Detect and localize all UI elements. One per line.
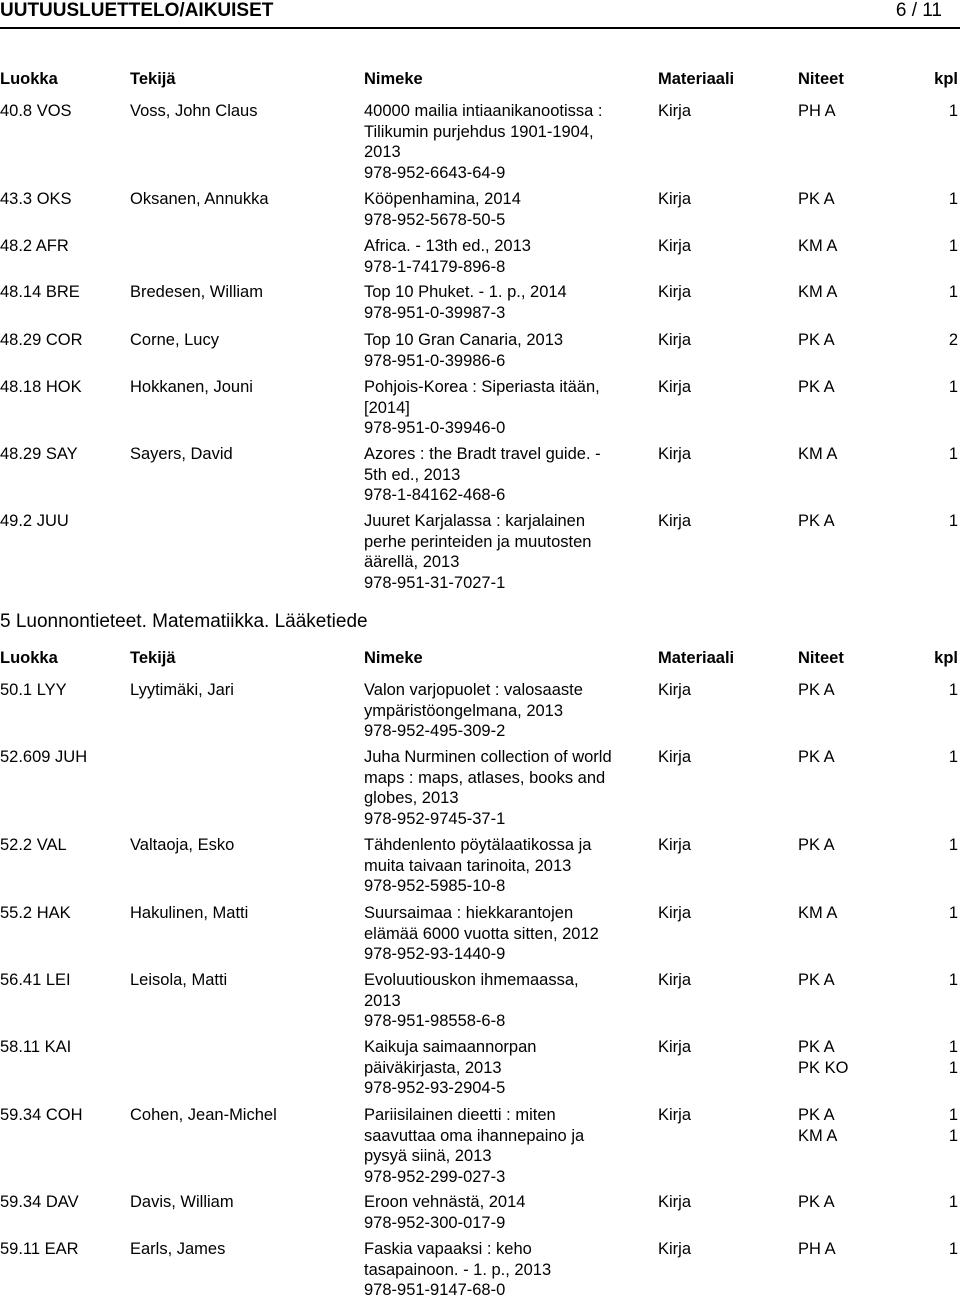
nimeke-cell-line: ympäristöongelmana, 2013 [364,701,564,720]
kpl-cell-line: 1 [948,102,958,120]
kpl-cell-line: 1 [948,237,958,255]
niteet-cell-line: PH A [798,1240,836,1258]
header-divider [0,27,960,29]
nimeke-cell [364,903,646,965]
luokka-cell: 52.609 JUH [0,748,88,766]
luokka-cell: 43.3 OKS [0,190,72,208]
kpl-cell-line: 1 [948,445,958,463]
kpl-cell-line: 1 [948,378,958,396]
nimeke-cell [364,747,646,829]
materiaali-cell: Kirja [658,378,692,396]
nimeke-cell-line: Africa. - 13th ed., 2013 [364,237,531,255]
kpl-cell-line: 1 [948,190,958,208]
kpl-cell [949,236,958,257]
nimeke-cell-line: elämää 6000 vuotta sitten, 2012 [364,924,599,943]
materiaali-cell: Kirja [658,283,692,301]
nimeke-cell-line: tasapainoon. - 1. p., 2013 [364,1260,552,1279]
luokka-cell: 48.29 SAY [0,445,78,463]
nimeke-cell [364,444,646,506]
tekija-cell: Voss, John Claus [130,102,258,120]
kpl-cell-line: 1 [948,1126,958,1145]
kpl-cell [949,330,958,351]
nimeke-cell-line: 40000 mailia intiaanikanootissa : [364,102,603,120]
col-kpl: kpl [934,649,958,667]
tekija-cell: Davis, William [130,1193,234,1211]
niteet-cell-line: PK KO [798,1058,849,1077]
kpl-cell [949,1239,958,1260]
kpl-cell [949,970,958,991]
luokka-cell: 59.11 EAR [0,1240,79,1258]
niteet-cell-line: PK A [798,836,835,854]
tekija-cell: Bredesen, William [130,283,263,301]
table-header-1 [0,69,960,89]
niteet-cell [798,1037,848,1078]
nimeke-cell-line: 5th ed., 2013 [364,465,461,484]
kpl-cell [949,377,958,398]
col-tekija: Tekijä [130,70,176,88]
nimeke-cell-line: 978-952-9745-37-1 [364,809,506,828]
tekija-cell: Oksanen, Annukka [130,190,269,208]
luokka-cell: 59.34 DAV [0,1193,79,1211]
tekija-cell: Corne, Lucy [130,331,219,349]
nimeke-cell-line: 978-951-0-39987-3 [364,303,506,322]
col-luokka: Luokka [0,649,58,667]
nimeke-cell-line: 978-952-495-309-2 [364,722,506,740]
niteet-cell [798,282,837,303]
kpl-cell [949,680,958,701]
kpl-cell-line: 1 [948,748,958,766]
nimeke-cell-line: Azores : the Bradt travel guide. - [364,445,601,463]
kpl-cell [949,1192,958,1213]
tekija-cell: Hokkanen, Jouni [130,378,253,396]
niteet-cell-line: PK A [798,748,835,766]
luokka-cell: 40.8 VOS [0,102,72,120]
col-niteet: Niteet [798,649,844,667]
tekija-cell: Hakulinen, Matti [130,904,249,922]
nimeke-cell [364,189,646,230]
niteet-cell [798,377,835,398]
kpl-cell-line: 1 [948,836,958,854]
nimeke-cell [364,1192,646,1233]
kpl-cell [949,835,958,856]
col-materiaali: Materiaali [658,649,735,667]
kpl-cell-line: 1 [948,1240,958,1258]
niteet-cell-line: KM A [798,904,838,922]
nimeke-cell-line: Tähdenlento pöytälaatikossa ja [364,836,592,854]
materiaali-cell: Kirja [658,1038,692,1056]
niteet-cell-line: PK A [798,331,835,349]
niteet-cell [798,189,835,210]
col-luokka: Luokka [0,70,58,88]
niteet-cell [798,1105,837,1146]
nimeke-cell-line: 978-1-84162-468-6 [364,486,506,504]
nimeke-cell-line: saavuttaa oma ihannepaino ja [364,1126,585,1145]
col-kpl: kpl [934,70,958,88]
nimeke-cell-line: muita taivaan tarinoita, 2013 [364,856,572,875]
luokka-cell: 56.41 LEI [0,971,71,989]
kpl-cell-line: 1 [948,283,958,301]
niteet-cell-line: PK A [798,971,835,989]
nimeke-cell-line: Juha Nurminen collection of world [364,748,612,766]
kpl-cell [949,903,958,924]
tekija-cell: Leisola, Matti [130,971,228,989]
nimeke-cell-line: 978-952-300-017-9 [364,1213,506,1232]
nimeke-cell-line: pysyä siinä, 2013 [364,1147,492,1165]
nimeke-cell-line: 978-952-93-1440-9 [364,945,506,963]
nimeke-cell [364,330,646,371]
niteet-cell [798,101,836,122]
materiaali-cell: Kirja [658,681,692,699]
niteet-cell [798,236,837,257]
niteet-cell-line: KM A [798,445,838,463]
nimeke-cell-line: 978-951-0-39986-6 [364,351,506,370]
tekija-cell: Valtaoja, Esko [130,836,235,854]
materiaali-cell: Kirja [658,904,692,922]
materiaali-cell: Kirja [658,1240,692,1258]
nimeke-cell-line: päiväkirjasta, 2013 [364,1058,502,1077]
kpl-cell-line: 1 [948,1058,958,1077]
nimeke-cell-line: 978-952-93-2904-5 [364,1079,506,1097]
niteet-cell [798,1239,836,1260]
nimeke-cell-line: Suursaimaa : hiekkarantojen [364,904,574,922]
niteet-cell-line: PK A [798,1106,835,1124]
nimeke-cell-line: 978-952-299-027-3 [364,1167,506,1186]
kpl-cell-line: 1 [948,1106,958,1124]
kpl-cell [949,282,958,303]
niteet-cell-line: KM A [798,1126,838,1145]
page-title: UUTUUSLUETTELO/AIKUISET [0,0,274,21]
section-title: 5 Luonnontieteet. Matematiikka. Lääketiede [0,611,368,632]
nimeke-cell [364,835,646,897]
nimeke-cell [364,511,646,593]
tekija-cell: Earls, James [130,1240,226,1258]
col-niteet: Niteet [798,70,844,88]
materiaali-cell: Kirja [658,331,692,349]
kpl-cell [949,101,958,122]
nimeke-cell-line: maps : maps, atlases, books and [364,768,606,787]
nimeke-cell-line: perhe perinteiden ja muutosten [364,532,592,551]
kpl-cell-line: 1 [948,904,958,922]
niteet-cell-line: KM A [798,237,838,255]
col-tekija: Tekijä [130,649,176,667]
col-materiaali: Materiaali [658,70,735,88]
niteet-cell [798,330,835,351]
niteet-cell [798,444,837,465]
nimeke-cell-line: [2014] [364,398,410,417]
kpl-cell-line: 1 [948,1193,958,1211]
nimeke-cell-line: Pohjois-Korea : Siperiasta itään, [364,378,600,396]
niteet-cell-line: PK A [798,378,835,396]
kpl-cell-line: 2 [948,331,958,349]
luokka-cell: 48.2 AFR [0,237,69,255]
materiaali-cell: Kirja [658,190,692,208]
niteet-cell-line: PK A [798,1038,835,1056]
kpl-cell-line: 1 [948,971,958,989]
kpl-cell-line: 1 [948,681,958,699]
niteet-cell-line: PK A [798,681,835,699]
nimeke-cell-line: Juuret Karjalassa : karjalainen [364,512,586,530]
nimeke-cell-line: 978-951-31-7027-1 [364,573,506,592]
nimeke-cell-line: 978-951-9147-68-0 [364,1281,506,1299]
niteet-cell-line: PK A [798,1193,835,1211]
col-nimeke: Nimeke [364,649,423,667]
nimeke-cell-line: äärellä, 2013 [364,553,460,571]
tekija-cell: Lyytimäki, Jari [130,681,234,699]
materiaali-cell: Kirja [658,1193,692,1211]
nimeke-cell-line: Pariisilainen dieetti : miten [364,1106,556,1124]
nimeke-cell [364,1037,646,1099]
luokka-cell: 48.14 BRE [0,283,80,301]
luokka-cell: 55.2 HAK [0,904,71,922]
nimeke-cell-line: 2013 [364,991,401,1010]
nimeke-cell [364,236,646,277]
col-nimeke: Nimeke [364,70,423,88]
niteet-cell-line: PK A [798,190,835,208]
nimeke-cell [364,377,646,439]
page-number: 6 / 11 [895,0,942,21]
niteet-cell-line: PK A [798,512,835,530]
niteet-cell [798,835,835,856]
niteet-cell [798,970,835,991]
materiaali-cell: Kirja [658,512,692,530]
kpl-cell [949,1037,958,1078]
niteet-cell [798,747,835,768]
niteet-cell [798,903,837,924]
luokka-cell: 52.2 VAL [0,836,67,854]
nimeke-cell-line: 978-952-6643-64-9 [364,163,506,182]
materiaali-cell: Kirja [658,445,692,463]
luokka-cell: 48.18 HOK [0,378,82,396]
nimeke-cell-line: Tilikumin purjehdus 1901-1904, [364,122,594,141]
niteet-cell [798,511,835,532]
materiaali-cell: Kirja [658,1106,692,1124]
tekija-cell: Cohen, Jean-Michel [130,1106,277,1124]
nimeke-cell-line: 978-1-74179-896-8 [364,257,506,276]
nimeke-cell-line: globes, 2013 [364,789,459,807]
nimeke-cell-line: 2013 [364,143,401,161]
nimeke-cell-line: Kööpenhamina, 2014 [364,190,521,208]
niteet-cell [798,680,835,701]
tekija-cell: Sayers, David [130,445,233,463]
materiaali-cell: Kirja [658,237,692,255]
niteet-cell [798,1192,835,1213]
luokka-cell: 48.29 COR [0,331,83,349]
luokka-cell: 49.2 JUU [0,512,69,530]
materiaali-cell: Kirja [658,971,692,989]
niteet-cell-line: KM A [798,283,838,301]
luokka-cell: 50.1 LYY [0,681,67,699]
nimeke-cell-line: Evoluutiouskon ihmemaassa, [364,971,579,989]
nimeke-cell-line: 978-952-5678-50-5 [364,210,506,229]
nimeke-cell [364,680,646,742]
kpl-cell-line: 1 [948,512,958,530]
materiaali-cell: Kirja [658,836,692,854]
luokka-cell: 58.11 KAI [0,1038,72,1056]
kpl-cell [949,189,958,210]
nimeke-cell-line: Top 10 Phuket. - 1. p., 2014 [364,283,567,301]
nimeke-cell-line: Kaikuja saimaannorpan [364,1038,537,1056]
nimeke-cell-line: 978-952-5985-10-8 [364,877,506,895]
luokka-cell: 59.34 COH [0,1106,83,1124]
niteet-cell-line: PH A [798,102,836,120]
nimeke-cell [364,282,646,323]
nimeke-cell [364,101,646,183]
kpl-cell [949,747,958,768]
nimeke-cell-line: Top 10 Gran Canaria, 2013 [364,331,564,349]
nimeke-cell-line: Faskia vapaaksi : keho [364,1240,532,1258]
kpl-cell [949,1105,958,1146]
materiaali-cell: Kirja [658,102,692,120]
kpl-cell [949,511,958,532]
nimeke-cell-line: Eroon vehnästä, 2014 [364,1193,526,1211]
nimeke-cell-line: 978-951-0-39946-0 [364,419,506,437]
nimeke-cell [364,970,646,1032]
nimeke-cell [364,1239,646,1301]
kpl-cell-line: 1 [948,1038,958,1056]
materiaali-cell: Kirja [658,748,692,766]
table-header-2 [0,648,960,668]
nimeke-cell-line: Valon varjopuolet : valosaaste [364,681,583,699]
kpl-cell [949,444,958,465]
nimeke-cell [364,1105,646,1187]
nimeke-cell-line: 978-951-98558-6-8 [364,1012,506,1030]
